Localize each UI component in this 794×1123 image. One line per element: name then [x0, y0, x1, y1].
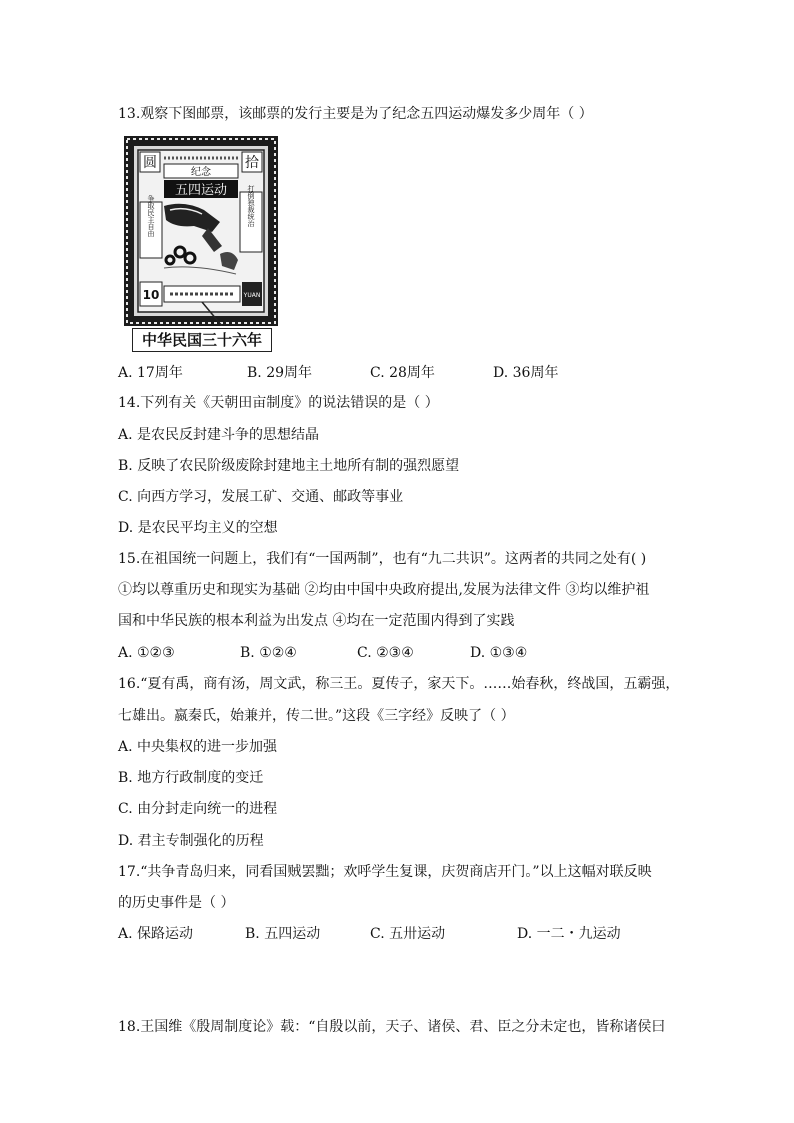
question-15-line-2: ①均以尊重历史和现实为基础 ②均由中国中央政府提出,发展为法律文件 ③均以维护祖 [118, 582, 650, 598]
q13-option-c: C. 28周年 [370, 365, 435, 381]
q14-option-c: C. 向西方学习，发展工矿、交通、邮政等事业 [118, 489, 404, 505]
question-17-stem: 17.“共争青岛归来，同看国贼罢黜；欢呼学生复课，庆贺商店开门。”以上这幅对联反映 [118, 864, 652, 880]
q16-option-b: B. 地方行政制度的变迁 [118, 770, 264, 786]
stamp-figure [124, 136, 278, 356]
q15-option-d: D. ①③④ [470, 645, 528, 661]
question-15-stem: 15.在祖国统一问题上，我们有“一国两制”，也有“九二共识”。这两者的共同之处有( ) [118, 551, 647, 567]
stamp-corner-right: 拾 [245, 155, 259, 171]
question-13-stem: 13.观察下图邮票，该邮票的发行主要是为了纪念五四运动爆发多少周年（ ） [118, 106, 593, 122]
stamp-corner-left: 圆 [143, 155, 157, 171]
q17-option-d: D. 一二・九运动 [517, 926, 621, 942]
stamp-caption: 中华民国三十六年 [132, 328, 272, 352]
q17-option-b: B. 五四运动 [245, 926, 321, 942]
q17-option-a: A. 保路运动 [118, 926, 194, 942]
question-14-stem: 14.下列有关《天朝田亩制度》的说法错误的是（ ） [118, 395, 439, 411]
q13-option-d: D. 36周年 [493, 365, 559, 381]
stamp-right-text: 打倒独裁统治 [247, 185, 255, 227]
q15-option-c: C. ②③④ [357, 645, 414, 661]
q14-option-b: B. 反映了农民阶级废除封建地主土地所有制的强烈愿望 [118, 458, 460, 474]
q14-option-a: A. 是农民反封建斗争的思想结晶 [118, 427, 320, 443]
q14-option-d: D. 是农民平均主义的空想 [118, 520, 278, 536]
stamp-unit: YUAN [243, 292, 261, 299]
q17-option-c: C. 五卅运动 [370, 926, 446, 942]
question-15-line-3: 国和中华民族的根本利益为出发点 ④均在一定范围内得到了实践 [118, 613, 515, 629]
q16-option-a: A. 中央集权的进一步加强 [118, 739, 278, 755]
q16-option-d: D. 君主专制强化的历程 [118, 833, 264, 849]
q13-option-b: B. 29周年 [247, 365, 313, 381]
stamp-value: 10 [142, 288, 160, 302]
stamp-banner-text: 五四运动 [174, 183, 228, 198]
question-18-stem: 18.王国维《殷周制度论》载：“自殷以前，天子、诸侯、君、臣之分未定也，皆称诸侯曰 [118, 1019, 666, 1035]
question-17-line-2: 的历史事件是（ ） [118, 895, 235, 911]
stamp-left-text: 争取民主自由 [147, 195, 155, 237]
stamp-top-text: 纪念 [191, 167, 211, 178]
q15-option-b: B. ①②④ [240, 645, 297, 661]
question-16-line-2: 七雄出。嬴秦氏，始兼并，传二世。”这段《三字经》反映了（ ） [118, 708, 515, 724]
q15-option-a: A. ①②③ [118, 645, 175, 661]
stamp-image [124, 136, 278, 326]
q16-option-c: C. 由分封走向统一的进程 [118, 801, 278, 817]
q13-option-a: A. 17周年 [118, 365, 183, 381]
question-16-stem: 16.“夏有禹，商有汤，周文武，称三王。夏传子，家天下。……始春秋，终战国，五霸强， [118, 676, 680, 692]
